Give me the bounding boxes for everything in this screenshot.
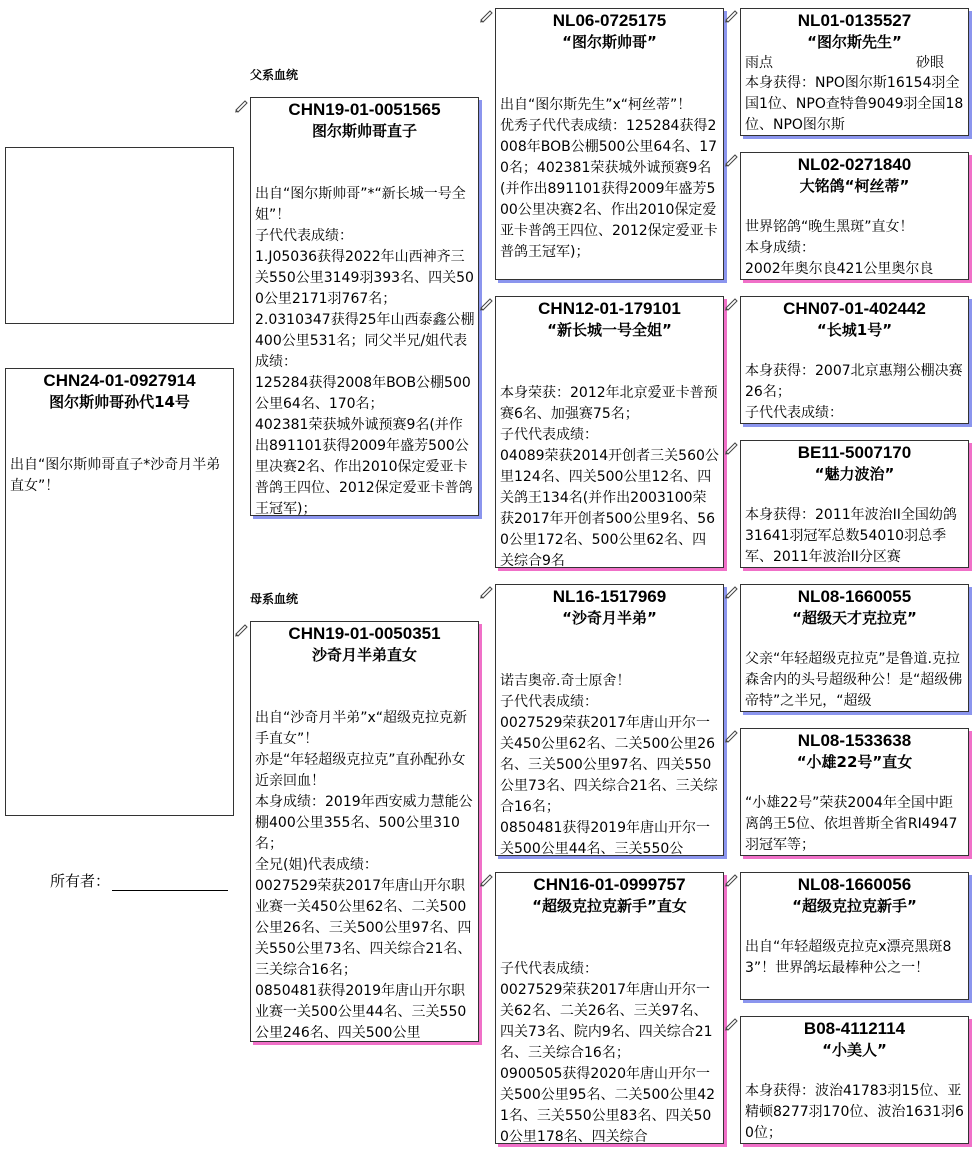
dam-dam-card[interactable] (495, 872, 724, 1144)
sire-sire-card[interactable] (495, 8, 724, 280)
sss-sub (741, 53, 968, 73)
sire-dam-text: 本身荣获：2012年北京爱亚卡普预赛6名、加强赛75名； 子代代表成绩： 04089荣获2014开创者三关560公里124名、四关500公里12名、四关鸽王134名(并作出2003100荣获2017年开创者500公里9名、560公里172名、500公里62名、四关综合9名 (500, 385, 719, 568)
dsd-ring: NL08-1533638 (797, 731, 912, 750)
edit-icon[interactable] (234, 623, 248, 637)
edit-icon[interactable] (234, 99, 248, 113)
edit-icon[interactable] (724, 873, 738, 887)
sds-text: 本身获得：2007北京惠翔公棚决赛26名； 子代代表成绩： (745, 363, 963, 421)
sds-card[interactable] (740, 296, 969, 424)
dss-name: “超级天才克拉克” (792, 609, 917, 627)
sdd-card[interactable] (740, 440, 969, 568)
ssd-name: 大铭鸽“柯丝蒂” (799, 177, 910, 195)
photo-frame (5, 147, 234, 324)
edit-icon[interactable] (479, 873, 493, 887)
dds-text: 出自“年轻超级克拉克x漂亮黑斑83”！世界鸽坛最棒种公之一！ (745, 939, 952, 976)
dss-card[interactable] (740, 584, 969, 712)
edit-icon[interactable] (724, 729, 738, 743)
dsd-name: “小雄22号”直女 (796, 753, 913, 771)
sss-card[interactable] (740, 8, 969, 136)
sdd-name: “魅力波治” (814, 465, 895, 483)
sds-name: “长城1号” (816, 321, 893, 339)
edit-icon[interactable] (724, 585, 738, 599)
sss-sub-left: 雨点 (745, 55, 773, 71)
sire-text: 出自“图尔斯帅哥”*“新长城一号全姐”！ 子代代表成绩： 1.J05036获得2022年山西神齐三关550公里3149羽393名、四关500公里2171羽767名； 2.0310347获得25年山西泰鑫公棚400公里531名；同父半兄/姐代表成绩： 125284获得2008年BOB公棚500公里64名、170名； 402381荣获城外诚预赛9名(并作出891101获得2009年盛芳500公里决赛2名、作出2010保定爱亚卡普鸽王四位、2012保定爱亚卡普鸽王冠军)； (255, 186, 475, 516)
dam-card[interactable] (250, 621, 479, 1042)
sire-sire-text: 出自“图尔斯先生”x“柯丝蒂”！ 优秀子代代表成绩：125284获得2008年BOB公棚500公里64名、170名；402381荣获城外诚预赛9名(并作出891101获得2009年盛芳500公里决赛2名、作出2010保定爱亚卡普鸽王四位、2012保定爱亚卡普鸽王冠军)； (500, 97, 718, 260)
dsd-text: “小雄22号”荣获2004年全国中距离鸽王5位、依坦普斯全省RI4947羽冠军等； (745, 795, 958, 853)
sds-ring: CHN07-01-402442 (783, 299, 926, 318)
sire-name: 图尔斯帅哥直子 (311, 122, 417, 140)
dam-ring: CHN19-01-0050351 (288, 624, 441, 643)
sss-text: 本身获得：NPO图尔斯16154羽全国1位、NPO查特鲁9049羽全国18位、NPO图尔斯 (745, 75, 964, 133)
owner-label: 所有者： (50, 872, 111, 890)
sire-sire-name: “图尔斯帅哥” (562, 33, 657, 51)
sdd-text: 本身获得：2011年波治II全国幼鸽31641羽冠军总数54010羽总季军、2011年波治II分区赛 (745, 507, 957, 565)
dds-card[interactable] (740, 872, 969, 1000)
edit-icon[interactable] (479, 297, 493, 311)
edit-icon[interactable] (724, 153, 738, 167)
dds-name: “超级克拉克新手” (792, 897, 917, 915)
edit-icon[interactable] (724, 1017, 738, 1031)
ddd-name: “小美人” (822, 1041, 887, 1059)
subject-name: 图尔斯帅哥孙代14号 (49, 393, 190, 411)
dam-dam-ring: CHN16-01-0999757 (533, 875, 686, 894)
sss-sub-right: 砂眼 (916, 55, 944, 71)
sdd-ring: BE11-5007170 (797, 443, 912, 462)
ddd-text: 本身获得：波治41783羽15位、亚精顿8277羽170位、波治1631羽60位； (745, 1083, 964, 1141)
owner-line (112, 875, 228, 891)
dam-sire-ring: NL16-1517969 (552, 587, 667, 606)
edit-icon[interactable] (479, 585, 493, 599)
dam-dam-text: 子代代表成绩： 0027529荣获2017年唐山开尔一关62名、二关26名、三关97名、四关73名、院内9名、四关综合21名、三关综合16名； 0900505获得2020年唐山开尔一关500公里95名、二关500公里421名、三关550公里83名、四关500公里178名、四关综合 (500, 961, 716, 1144)
sss-name: “图尔斯先生” (807, 33, 902, 51)
dam-sire-card[interactable] (495, 584, 724, 856)
edit-icon[interactable] (724, 297, 738, 311)
dss-ring: NL08-1660055 (797, 587, 912, 606)
owner-field (50, 870, 228, 891)
edit-icon[interactable] (479, 9, 493, 23)
sire-dam-ring: CHN12-01-179101 (538, 299, 681, 318)
subject-card[interactable] (5, 368, 234, 816)
dds-ring: NL08-1660056 (797, 875, 912, 894)
ssd-card[interactable] (740, 152, 969, 280)
paternal-label: 父系血统 (250, 68, 299, 82)
dam-sire-text: 诺吉奥帝.奇士原舍！ 子代代表成绩： 0027529荣获2017年唐山开尔一关450公里62名、二关500公里26名、三关500公里97名、四关550公里73名、四关综合21名、三关综合16名； 0850481获得2019年唐山开尔一关500公里44名、三关550公 (500, 673, 718, 856)
dam-dam-name: “超级克拉克新手”直女 (532, 897, 687, 915)
sire-dam-card[interactable] (495, 296, 724, 568)
dam-sire-name: “沙奇月半弟” (562, 609, 657, 627)
sss-ring: NL01-0135527 (797, 11, 912, 30)
dsd-card[interactable] (740, 728, 969, 856)
ddd-ring: B08-4112114 (803, 1019, 906, 1038)
ddd-card[interactable] (740, 1016, 969, 1144)
edit-icon[interactable] (724, 9, 738, 23)
sire-card[interactable] (250, 97, 479, 516)
dam-name: 沙奇月半弟直女 (311, 646, 417, 664)
subject-ring: CHN24-01-0927914 (43, 371, 196, 390)
subject-text: 出自“图尔斯帅哥直子*沙奇月半弟直女”！ (10, 457, 221, 494)
dss-text: 父亲“年轻超级克拉克”是鲁道.克拉森舍内的头号超级种公！是“超级佛帝特”之半兄，“超级 (745, 651, 963, 709)
edit-icon[interactable] (724, 441, 738, 455)
maternal-label: 母系血统 (250, 592, 299, 606)
dam-text: 出自“沙奇月半弟”x“超级克拉克新手直女”！ 亦是“年轻超级克拉克”直孙配孙女近亲回血！ 本身成绩：2019年西安威力慧能公棚400公里355名、500公里310名； 全兄(姐)代表成绩： 0027529荣获2017年唐山开尔职业赛一关450公里62名、二关500公里26名、三关500公里97名、四关550公里73名、四关综合21名、三关综合16名； 0850481获得2019年唐山开尔职业赛一关500公里44名、三关550公里246名、四关500公里 (255, 710, 473, 1041)
ssd-ring: NL02-0271840 (797, 155, 912, 174)
sire-sire-ring: NL06-0725175 (552, 11, 667, 30)
sire-ring: CHN19-01-0051565 (288, 100, 441, 119)
ssd-text: 世界铭鸽“晚生黑斑”直女！ 本身成绩： 2002年奥尔良421公里奥尔良 (745, 219, 934, 277)
sire-dam-name: “新长城一号全姐” (547, 321, 672, 339)
